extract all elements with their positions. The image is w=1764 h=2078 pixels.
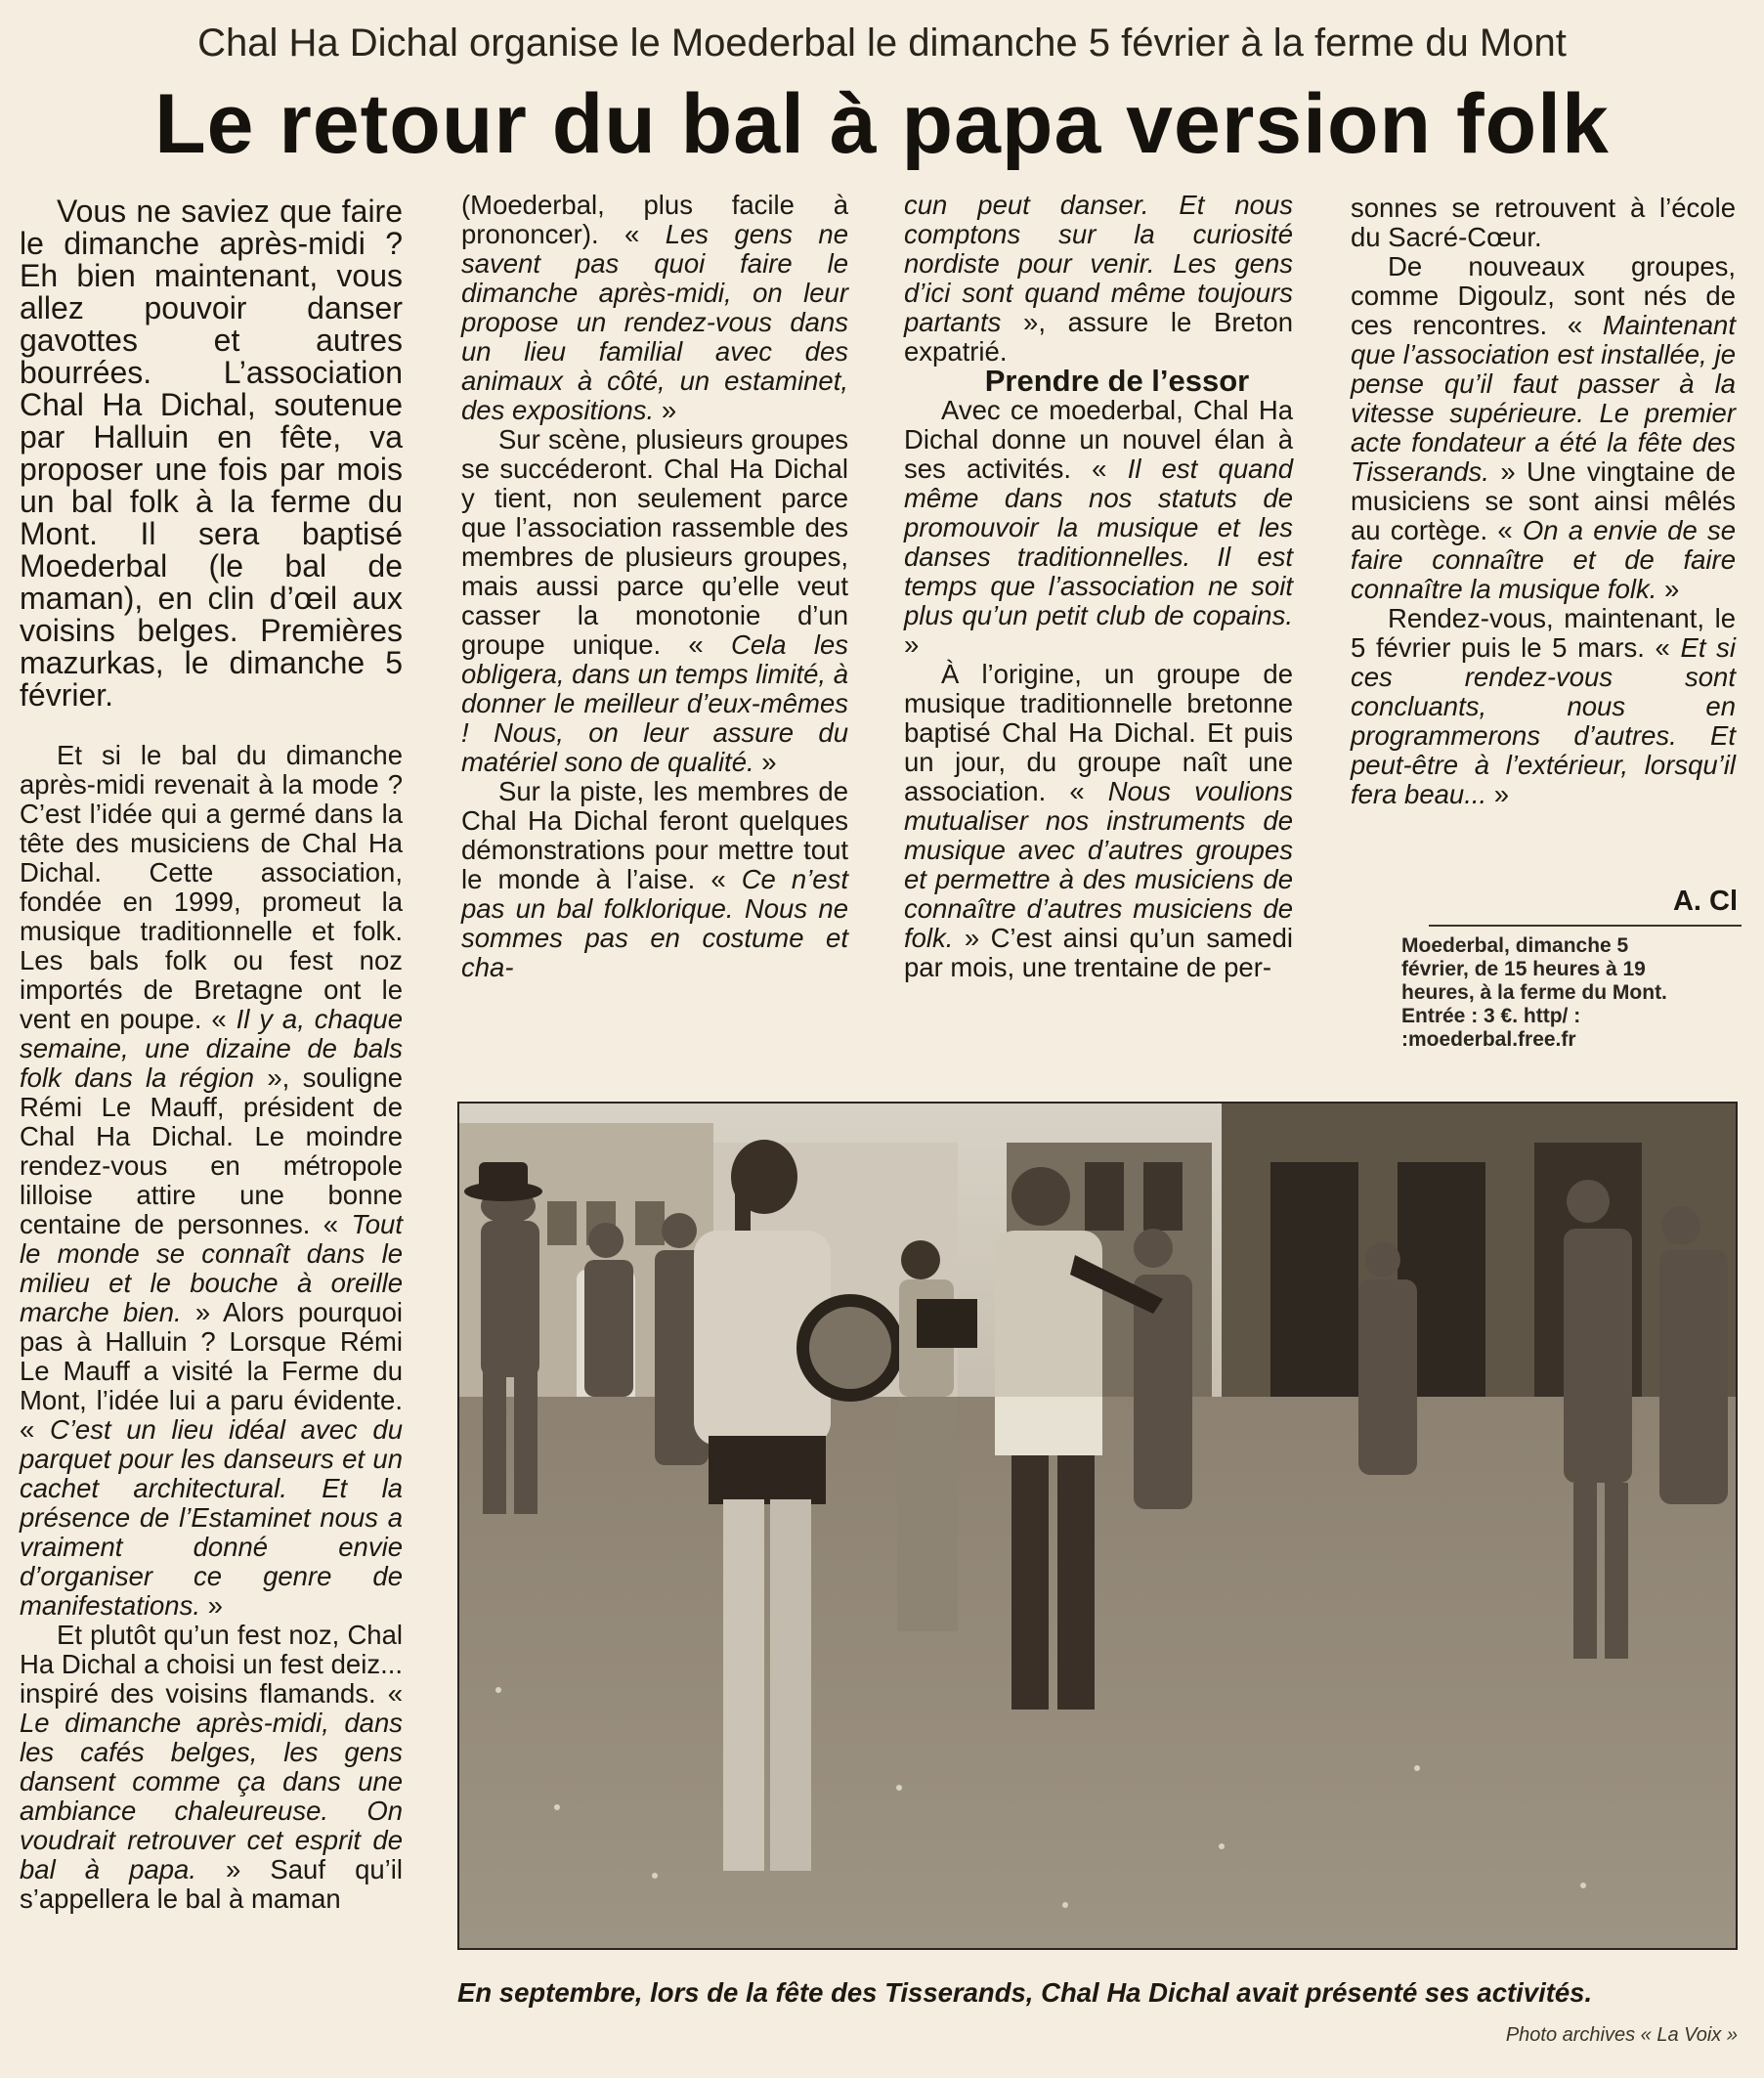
event-info-box: Moederbal, dimanche 5 février, de 15 heures à 19 heures, à la ferme du Mont. Entrée : 3 €. http/ : :moederbal.free.fr: [1401, 934, 1667, 1051]
paragraph: Sur scène, plusieurs groupes se succéderont. Chal Ha Dichal y tient, non seulement parce que l’association rassemble des membres de plusieurs groupes, mais aussi parce qu’elle veut casser la monotonie d’un groupe unique. « Cela les obligera, dans un temps limité, à donner le meilleur d’eux-mêmes ! Nous, on leur assure du matériel sono de qualité. »: [461, 424, 848, 777]
paragraph: À l’origine, un groupe de musique traditionnelle bretonne baptisé Chal Ha Dichal. Et puis un jour, du groupe naît une association. « Nous voulions mutualiser nos instruments de musique avec d’autres groupes et permettre à des musiciens de connaître d’autres musiciens de folk. » C’est ainsi qu’un samedi par mois, une trentaine de per-: [904, 659, 1294, 982]
paragraph: Et plutôt qu’un fest noz, Chal Ha Dichal a choisi un fest deiz... inspiré des voisins flamands. « Le dimanche après-midi, dans les cafés belges, les gens dansent comme ça dans une ambiance chaleureuse. On voudrait retrouver cet esprit de bal à papa. » Sauf qu’il s’appellera le bal à maman: [20, 1620, 403, 1914]
paragraph: Rendez-vous, maintenant, le 5 février puis le 5 mars. « Et si ces rendez-vous sont concluants, nous en programmerons d’autres. Et peut-être à l’extérieur, lorsqu’il fera beau... »: [1351, 603, 1737, 809]
paragraph: Avec ce moederbal, Chal Ha Dichal donne un nouvel élan à ses activités. « Il est quand même dans nos statuts de promouvoir la musique et les danses traditionnelles. Il est temps que l’association ne soit plus qu’un petit club de copains. »: [904, 395, 1293, 660]
subheading: Prendre de l’essor: [984, 364, 1250, 398]
photo-street-musicians: [459, 1104, 1736, 1948]
paragraph: De nouveaux groupes, comme Digoulz, sont nés de ces rencontres. « Maintenant que l’association est installée, je pense qu’il faut passer à la vitesse supérieure. Le premier acte fondateur a été la fête des Tisserands. » Une vingtaine de musiciens se sont ainsi mêlés au cortège. « On a envie de se faire connaître et de faire connaître la musique folk. »: [1351, 251, 1736, 604]
photo-credit: Photo archives « La Voix »: [1505, 2024, 1738, 2046]
lead-paragraph: Vous ne saviez que faire le dimanche après-midi ? Eh bien maintenant, vous allez pouvoir danser gavottes et autres bourrées. L’association Chal Ha Dichal, soutenue par Halluin en fête, va proposer une fois par mois un bal folk à la ferme du Mont. Il sera baptisé Moederbal (le bal de maman), en clin d’œil aux voisins belges. Premières mazurkas, le dimanche 5 février.: [20, 194, 403, 713]
column-3: [904, 191, 1293, 982]
column-4: [1351, 194, 1736, 809]
divider: [1429, 925, 1742, 927]
paragraph: sonnes se retrouvent à l’école du Sacré-Cœur.: [1351, 193, 1736, 252]
paragraph: Sur la piste, les membres de Chal Ha Dichal feront quelques démonstrations pour mettre tout le monde à l’aise. « Ce n’est pas un bal folklorique. Nous ne sommes pas en costume et cha-: [461, 776, 848, 982]
paragraph: Et si le bal du dimanche après-midi revenait à la mode ? C’est l’idée qui a germé dans la tête des musiciens de Chal Ha Dichal. Cette association, fondée en 1999, promeut la musique traditionnelle et folk. Les bals folk ou fest noz importés de Bretagne ont le vent en poupe. « Il y a, chaque semaine, une dizaine de bals folk dans la région », souligne Rémi Le Mauff, président de Chal Ha Dichal. Le moindre rendez-vous en métropole lilloise attire une bonne centaine de personnes. « Tout le monde se connaît dans le milieu et le bouche à oreille marche bien. » Alors pourquoi pas à Halluin ? Lorsque Rémi Le Mauff a visité la Ferme du Mont, l’idée lui a paru évidente. « C’est un lieu idéal avec du parquet pour les danseurs et un cachet architectural. Et la présence de l’Estaminet nous a vraiment donné envie d’organiser ce genre de manifestations. »: [20, 740, 404, 1621]
article-headline: Le retour du bal à papa version folk: [154, 77, 1610, 171]
column-2: [461, 191, 848, 982]
byline: A. Cl: [1672, 886, 1738, 917]
article-kicker: Chal Ha Dichal organise le Moederbal le dimanche 5 février à la ferme du Mont: [197, 22, 1567, 65]
photo-caption: En septembre, lors de la fête des Tisserands, Chal Ha Dichal avait présenté ses activités.: [457, 1977, 1593, 2008]
column-1: [20, 195, 403, 1914]
article-photo: [457, 1102, 1738, 1950]
paragraph: cun peut danser. Et nous comptons sur la curiosité nordiste pour venir. Les gens d’ici sont quand même toujours partants », assure le Breton expatrié.: [904, 190, 1293, 367]
paragraph: (Moederbal, plus facile à prononcer). « Les gens ne savent pas quoi faire le dimanche après-midi, on leur propose un rendez-vous dans un lieu familial avec des animaux à côté, un estaminet, des expositions. »: [461, 190, 848, 425]
